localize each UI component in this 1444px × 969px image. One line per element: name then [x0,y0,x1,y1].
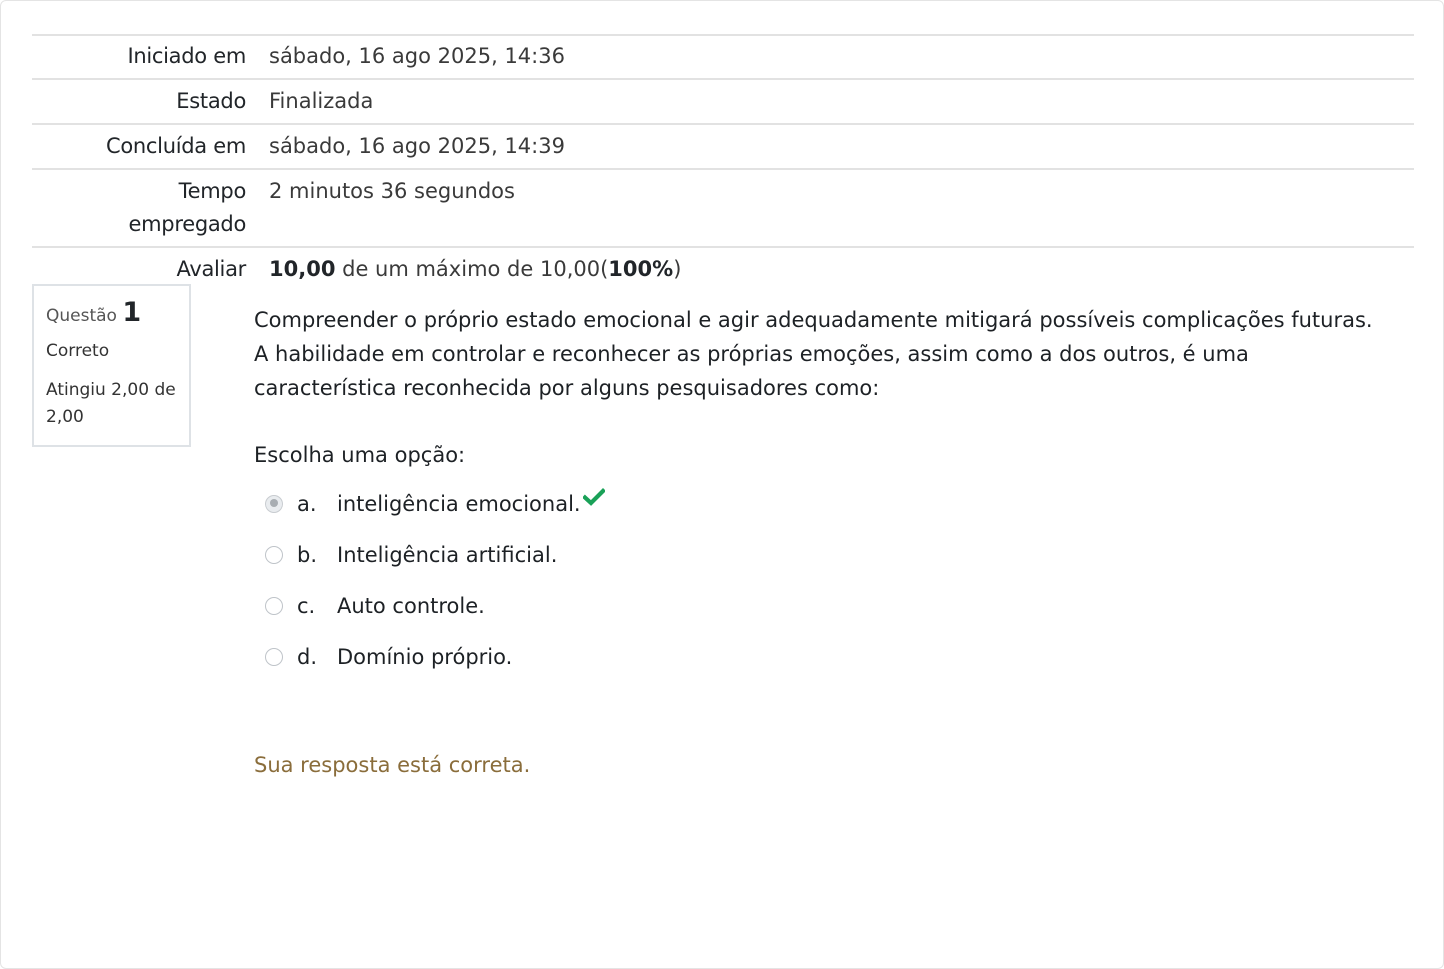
check-icon [583,487,605,505]
question-number-line [46,298,177,331]
summary-label-time-taken [32,169,258,247]
question-info-box [32,284,191,447]
answer-letter-c: c. [297,593,316,618]
summary-value-completed: sábado, 16 ago 2025, 14:39 [269,134,565,158]
answer-option-c[interactable] [265,580,605,631]
question-grade-line2: 2,00 [46,407,84,427]
summary-row-completed [32,124,1414,169]
answer-list [265,478,605,682]
grade-close-paren: ) [673,257,682,281]
summary-value-started: sábado, 16 ago 2025, 14:36 [269,44,565,68]
radio-c[interactable] [265,597,283,615]
question-text-line3: característica reconhecida por alguns pesquisadores como: [254,376,880,400]
answer-option-b[interactable] [265,529,605,580]
grade-max-text: de um máximo de 10,00( [335,257,609,281]
answer-letter-d: d. [297,644,318,669]
question-text-line2: A habilidade em controlar e reconhecer as próprias emoções, assim como a dos outros, é uma [254,342,1249,366]
answer-letter-b: b. [297,542,318,567]
summary-label-time-taken-line1: Tempo [178,179,246,203]
radio-b[interactable] [265,546,283,564]
question-state: Correto [46,341,110,361]
answer-text-a: inteligência emocional. [337,491,581,516]
radio-d[interactable] [265,648,283,666]
grade-score: 10,00 [269,257,336,281]
summary-label-started: Iniciado em [127,44,246,68]
summary-value-state: Finalizada [269,89,374,113]
question-text [254,303,1404,405]
question-number: 1 [122,297,142,328]
question-label: Questão [46,306,117,326]
attempt-summary-table [32,34,1414,291]
question-grade [46,377,177,431]
summary-row-started [32,35,1414,79]
question-grade-line1: Atingiu 2,00 de [46,380,176,400]
radio-a[interactable] [265,495,283,513]
answer-text-c: Auto controle. [337,593,485,618]
grade-percent: 100% [608,257,674,281]
summary-label-time-taken-line2: empregado [128,212,246,236]
summary-value-time-taken: 2 minutos 36 segundos [269,179,515,203]
question-text-line1: Compreender o próprio estado emocional e agir adequadamente mitigará possíveis complicações futuras. [254,308,1373,332]
summary-row-state [32,79,1414,124]
answer-feedback: Sua resposta está correta. [254,753,531,777]
answer-option-d[interactable] [265,631,605,682]
summary-row-time-taken [32,169,1414,247]
answer-option-a[interactable] [265,478,605,529]
answer-text-d: Domínio próprio. [337,644,513,669]
answer-letter-a: a. [297,491,317,516]
summary-row-grade [32,247,1414,291]
answer-text-b: Inteligência artificial. [337,542,558,567]
summary-label-grade: Avaliar [176,257,246,281]
summary-label-completed: Concluída em [106,134,246,158]
summary-value-grade [258,247,1414,291]
summary-label-state: Estado [176,89,246,113]
answer-prompt: Escolha uma opção: [254,443,466,467]
